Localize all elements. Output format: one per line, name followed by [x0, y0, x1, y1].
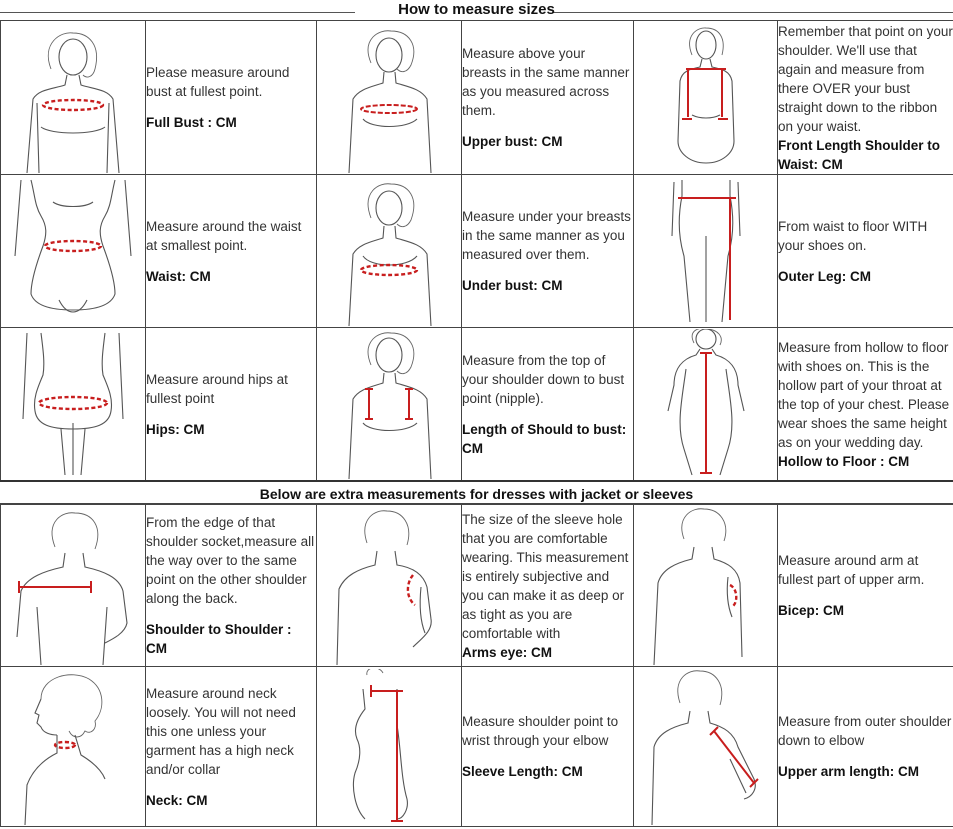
measure-description: The size of the sleeve hole that you are comfortable wearing. This measurement is entirely subjective and you can make it as deep or as tight as you are comfortable with [462, 511, 629, 641]
measure-figure-cell [634, 175, 778, 328]
measure-description: Measure around hips at fullest point [146, 371, 288, 406]
measure-label: Full Bust : CM [146, 115, 237, 130]
measure-text-cell [778, 328, 953, 481]
measure-description: Measure from hollow to floor with shoes on. This is the hollow part of your throat at the top of your chest. Please wear shoes the same height as on your wedding day. [778, 339, 950, 450]
upper-arm-length-figure-icon [634, 669, 778, 825]
measure-description: From the edge of that shoulder socket,measure all the way over to the same point on the other shoulder along the back. [146, 515, 315, 606]
measure-figure-cell [634, 21, 778, 175]
measure-label: Upper arm length: CM [778, 764, 920, 779]
measure-text-cell [146, 21, 317, 175]
front-length-figure-icon [634, 23, 778, 173]
hollow-to-floor-figure-icon [634, 329, 778, 479]
measure-description: Measure from outer shoulder down to elbow [778, 714, 952, 748]
measure-text-cell [146, 328, 317, 481]
measure-row [1, 505, 953, 667]
measure-text-cell [462, 667, 634, 827]
measure-figure-cell [634, 505, 778, 667]
measure-figure-cell [634, 667, 778, 827]
measure-text-cell [146, 667, 317, 827]
hips-figure-icon [1, 329, 145, 479]
measure-figure-cell [1, 21, 146, 175]
waist-figure-icon [1, 176, 145, 326]
measure-text-cell [462, 328, 634, 481]
measure-label: Hollow to Floor : CM [778, 453, 910, 469]
main-measurement-table [0, 20, 953, 481]
under-bust-figure-icon [317, 176, 461, 326]
measure-label: Arms eye: CM [462, 644, 553, 660]
shoulder-to-bust-figure-icon [317, 329, 461, 479]
outer-leg-figure-icon [634, 176, 778, 326]
measure-label: Hips: CM [146, 421, 205, 437]
measure-description: Measure shoulder point to wrist through your elbow [462, 714, 619, 748]
measure-text-cell [778, 175, 953, 328]
bicep-figure-icon [634, 507, 778, 665]
measure-description: Measure around the waist at smallest point. [146, 218, 302, 253]
measure-description: Measure around arm at fullest part of upper arm. [778, 553, 925, 587]
shoulder-to-shoulder-figure-icon [1, 507, 145, 665]
arms-eye-figure-icon [317, 507, 461, 665]
sleeve-length-figure-icon [317, 669, 461, 825]
measure-label: Outer Leg: CM [778, 268, 871, 284]
measure-figure-cell [317, 175, 462, 328]
measure-figure-cell [317, 21, 462, 175]
measure-row [1, 175, 953, 328]
measure-label: Upper bust: CM [462, 134, 563, 149]
page-title: How to measure sizes [398, 1, 555, 18]
measure-description: Measure above your breasts in the same manner as you measured across them. [462, 46, 630, 118]
measure-text-cell [778, 505, 953, 667]
measure-figure-cell [1, 175, 146, 328]
measure-description: Please measure around bust at fullest point. [146, 65, 290, 99]
measure-text-cell [146, 175, 317, 328]
upper-bust-figure-icon [317, 23, 461, 173]
measure-description: From waist to floor WITH your shoes on. [778, 218, 928, 253]
measure-figure-cell [1, 328, 146, 481]
extra-measurements-heading: Below are extra measurements for dresses with jacket or sleeves [0, 480, 953, 504]
measure-label: Neck: CM [146, 792, 208, 808]
bust-figure-icon [1, 23, 145, 173]
measure-figure-cell [1, 505, 146, 667]
measure-figure-cell [1, 667, 146, 827]
measure-label: Under bust: CM [462, 278, 563, 293]
measure-text-cell [778, 667, 953, 827]
measure-label: Waist: CM [146, 268, 211, 284]
measure-row [1, 328, 953, 481]
measure-row [1, 667, 953, 827]
measure-figure-cell [317, 328, 462, 481]
measure-label: Shoulder to Shoulder : CM [146, 622, 292, 656]
measure-text-cell [462, 175, 634, 328]
measure-label: Bicep: CM [778, 603, 845, 618]
measure-description: Measure from the top of your shoulder down to bust point (nipple). [462, 352, 625, 406]
measure-text-cell [778, 21, 953, 175]
measure-description: Remember that point on your shoulder. We'll use that again and measure from there OVER your bust straight down to the ribbon on your waist. [778, 23, 953, 134]
extra-measurement-table [0, 504, 953, 827]
measure-text-cell [462, 21, 634, 175]
measure-text-cell [462, 505, 634, 667]
measure-label: Sleeve Length: CM [462, 764, 583, 779]
measure-label: Length of Should to bust: CM [462, 421, 627, 456]
neck-figure-icon [1, 669, 145, 825]
measure-figure-cell [634, 328, 778, 481]
measure-figure-cell [317, 667, 462, 827]
measure-description: Measure under your breasts in the same manner as you measured over them. [462, 209, 631, 262]
measure-text-cell [146, 505, 317, 667]
measure-label: Front Length Shoulder to Waist: CM [778, 137, 940, 172]
measure-figure-cell [317, 505, 462, 667]
measure-row [1, 21, 953, 175]
measure-description: Measure around neck loosely. You will not need this one unless your garment has a high neck and/or collar [146, 685, 296, 777]
